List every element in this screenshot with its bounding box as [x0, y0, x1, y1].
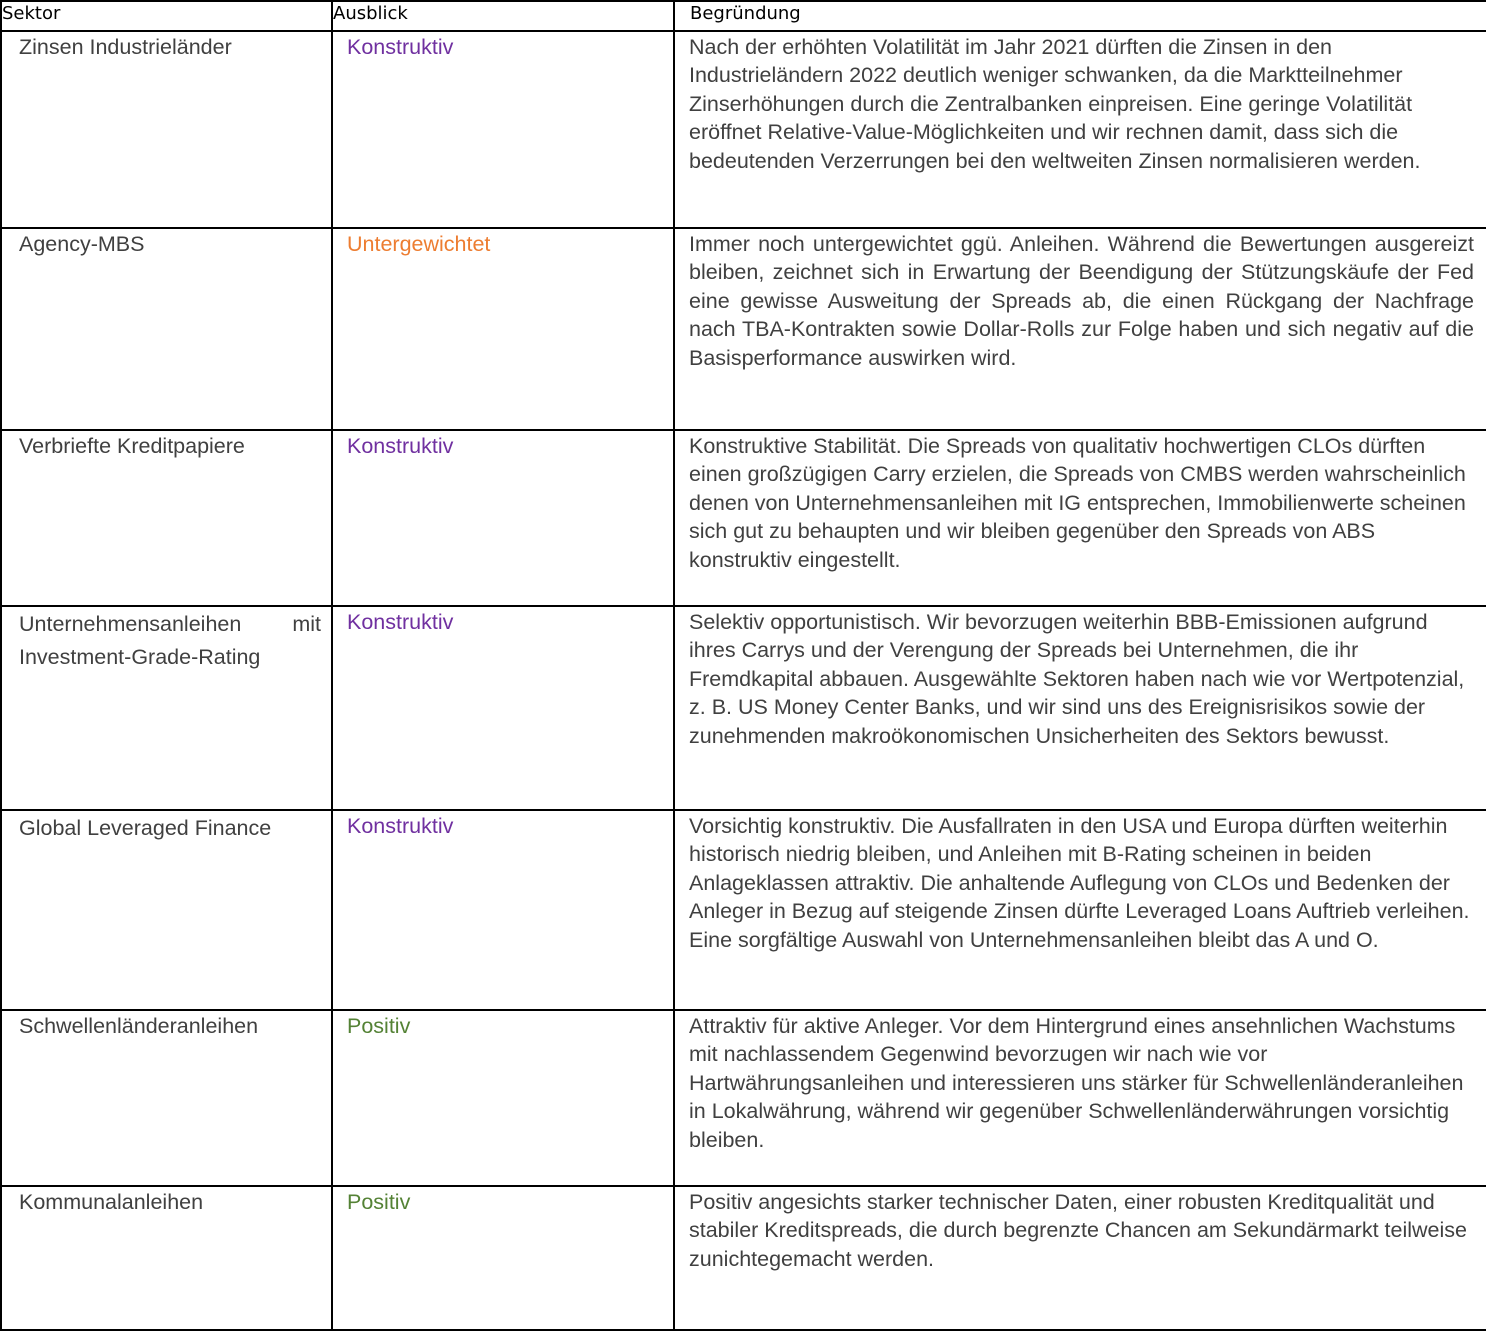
ausblick-cell: Konstruktiv	[347, 814, 454, 838]
sektor-cell: Verbriefte Kreditpapiere	[19, 434, 245, 458]
header-begruendung: Begründung	[674, 1, 1486, 31]
sektor-cell: Kommunalanleihen	[19, 1190, 204, 1214]
sektor-cell: Unternehmensanleihen mit Investment-Grade-Rating	[19, 612, 321, 669]
header-sektor: Sektor	[1, 1, 332, 31]
table-row	[1, 1010, 1486, 1186]
ausblick-cell: Untergewichtet	[347, 232, 491, 256]
ausblick-cell: Konstruktiv	[347, 35, 454, 59]
ausblick-cell: Konstruktiv	[347, 434, 454, 458]
table-row	[1, 1186, 1486, 1330]
sektor-cell: Global Leveraged Finance	[19, 816, 272, 840]
sektor-cell: Agency-MBS	[19, 232, 145, 256]
table-row	[1, 228, 1486, 430]
header-row	[1, 1, 1486, 31]
ausblick-cell: Positiv	[347, 1014, 411, 1038]
table-row	[1, 810, 1486, 1010]
sektor-cell: Zinsen Industrieländer	[19, 35, 232, 59]
ausblick-cell: Positiv	[347, 1190, 411, 1214]
begruendung-cell: Positiv angesichts starker technischer Daten, einer robusten Kreditqualität und stabiler Kreditspreads, die durch begrenzte Chancen am Sekundärmarkt teilweise zunichtegemacht werden.	[689, 1190, 1467, 1271]
ausblick-cell: Konstruktiv	[347, 610, 454, 634]
sektor-cell: Schwellenländeranleihen	[19, 1014, 259, 1038]
begruendung-cell: Selektiv opportunistisch. Wir bevorzugen weiterhin BBB-Emissionen aufgrund ihres Carrys und der Verengung der Spreads bei Unternehmen, die ihr Fremdkapital abbauen. Ausgewählte Sektoren haben nach wie vor Wertpotenzial, z. B. US Money Center Banks, und wir sind uns des Ereignisrisikos sowie der zunehmenden makroökonomischen Unsicherheiten des Sektors bewusst.	[689, 610, 1465, 748]
table-row	[1, 606, 1486, 810]
header-ausblick: Ausblick	[332, 1, 674, 31]
begruendung-cell: Attraktiv für aktive Anleger. Vor dem Hintergrund eines ansehnlichen Wachstums mit nachlassendem Gegenwind bevorzugen wir nach wie vor Hartwährungsanleihen und interessieren uns stärker für Schwellenländeranleihen in Lokalwährung, während wir gegenüber Schwellenländerwährungen vorsichtig bleiben.	[689, 1014, 1464, 1152]
begruendung-cell: Konstruktive Stabilität. Die Spreads von qualitativ hochwertigen CLOs dürften einen großzügigen Carry erzielen, die Spreads von CMBS werden wahrscheinlich denen von Unternehmensanleihen mit IG entsprechen, Immobilienwerte scheinen sich gut zu behaupten und wir bleiben gegenüber den Spreads von ABS konstruktiv eingestellt.	[689, 434, 1466, 572]
begruendung-cell: Vorsichtig konstruktiv. Die Ausfallraten in den USA und Europa dürften weiterhin historisch niedrig bleiben, und Anleihen mit B-Rating scheinen in beiden Anlageklassen attraktiv. Die anhaltende Auflegung von CLOs und Bedenken der Anleger in Bezug auf steigende Zinsen dürfte Leveraged Loans Auftrieb verleihen. Eine sorgfältige Auswahl von Unternehmensanleihen bleibt das A und O.	[689, 814, 1470, 952]
begruendung-cell: Immer noch untergewichtet ggü. Anleihen. Während die Bewertungen ausgereizt bleiben, zeichnet sich in Erwartung der Beendigung der Stützungskäufe der Fed eine gewisse Ausweitung der Spreads ab, die einen Rückgang der Nachfrage nach TBA-Kontrakten sowie Dollar-Rolls zur Folge haben und sich negativ auf die Basisperformance auswirken wird.	[689, 232, 1474, 370]
begruendung-cell: Nach der erhöhten Volatilität im Jahr 2021 dürften die Zinsen in den Industrieländern 2022 deutlich weniger schwanken, da die Marktteilnehmer Zinserhöhungen durch die Zentralbanken einpreisen. Eine geringe Volatilität eröffnet Relative-Value-Möglichkeiten und wir rechnen damit, dass sich die bedeutenden Verzerrungen bei den weltweiten Zinsen normalisieren werden.	[689, 35, 1421, 173]
table-row	[1, 430, 1486, 606]
table-row	[1, 31, 1486, 228]
